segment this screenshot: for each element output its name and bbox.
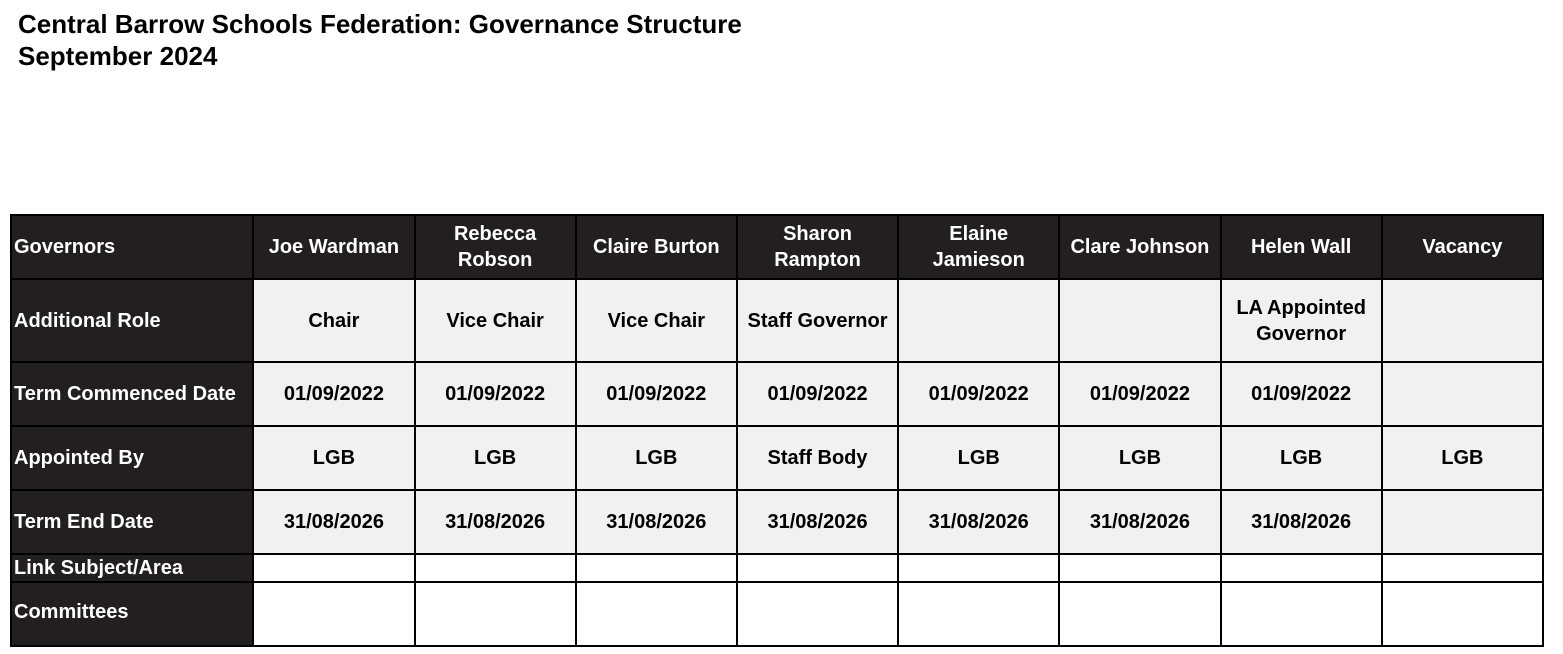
governor-name-cell: Rebecca Robson <box>415 215 576 279</box>
row-term-commenced <box>11 362 1543 426</box>
term-commenced-cell: 01/09/2022 <box>737 362 898 426</box>
role-cell: LA Appointed Governor <box>1221 279 1382 362</box>
committees-cell <box>1059 582 1220 646</box>
row-additional-role <box>11 279 1543 362</box>
governor-name-cell: Elaine Jamieson <box>898 215 1059 279</box>
term-commenced-cell: 01/09/2022 <box>1059 362 1220 426</box>
committees-cell <box>253 582 414 646</box>
term-end-cell: 31/08/2026 <box>415 490 576 554</box>
row-label-link-subject: Link Subject/Area <box>11 554 253 582</box>
appointed-by-cell: LGB <box>1059 426 1220 490</box>
term-end-cell: 31/08/2026 <box>737 490 898 554</box>
link-subject-cell <box>1382 554 1543 582</box>
term-commenced-cell: 01/09/2022 <box>1221 362 1382 426</box>
link-subject-cell <box>253 554 414 582</box>
row-label-appointed-by: Appointed By <box>11 426 253 490</box>
role-cell: Vice Chair <box>576 279 737 362</box>
row-link-subject <box>11 554 1543 582</box>
link-subject-cell <box>576 554 737 582</box>
appointed-by-cell: LGB <box>898 426 1059 490</box>
governance-table-body <box>11 215 1543 646</box>
committees-cell <box>737 582 898 646</box>
row-label-term-commenced: Term Commenced Date <box>11 362 253 426</box>
governance-table <box>10 214 1544 647</box>
term-end-cell: 31/08/2026 <box>253 490 414 554</box>
row-governors <box>11 215 1543 279</box>
term-commenced-cell: 01/09/2022 <box>576 362 737 426</box>
row-label-committees: Committees <box>11 582 253 646</box>
term-commenced-cell: 01/09/2022 <box>415 362 576 426</box>
governor-name-cell: Clare Johnson <box>1059 215 1220 279</box>
link-subject-cell <box>737 554 898 582</box>
appointed-by-cell: LGB <box>576 426 737 490</box>
role-cell: Chair <box>253 279 414 362</box>
term-end-cell: 31/08/2026 <box>576 490 737 554</box>
term-end-cell: 31/08/2026 <box>898 490 1059 554</box>
committees-cell <box>1382 582 1543 646</box>
governor-name-cell: Claire Burton <box>576 215 737 279</box>
term-commenced-cell: 01/09/2022 <box>253 362 414 426</box>
appointed-by-cell: LGB <box>1221 426 1382 490</box>
role-cell: Vice Chair <box>415 279 576 362</box>
role-cell <box>898 279 1059 362</box>
governor-name-cell: Sharon Rampton <box>737 215 898 279</box>
appointed-by-cell: Staff Body <box>737 426 898 490</box>
appointed-by-cell: LGB <box>1382 426 1543 490</box>
role-cell <box>1059 279 1220 362</box>
link-subject-cell <box>1221 554 1382 582</box>
link-subject-cell <box>898 554 1059 582</box>
row-label-additional-role: Additional Role <box>11 279 253 362</box>
document-subtitle: September 2024 <box>18 41 218 71</box>
row-term-end <box>11 490 1543 554</box>
title-block <box>18 8 742 72</box>
row-appointed-by <box>11 426 1543 490</box>
link-subject-cell <box>415 554 576 582</box>
term-end-cell: 31/08/2026 <box>1221 490 1382 554</box>
appointed-by-cell: LGB <box>253 426 414 490</box>
committees-cell <box>415 582 576 646</box>
term-end-cell: 31/08/2026 <box>1059 490 1220 554</box>
term-commenced-cell: 01/09/2022 <box>898 362 1059 426</box>
role-cell: Staff Governor <box>737 279 898 362</box>
committees-cell <box>576 582 737 646</box>
committees-cell <box>898 582 1059 646</box>
term-end-cell <box>1382 490 1543 554</box>
document-title: Central Barrow Schools Federation: Governance Structure <box>18 9 742 39</box>
row-committees <box>11 582 1543 646</box>
governor-name-cell: Helen Wall <box>1221 215 1382 279</box>
committees-cell <box>1221 582 1382 646</box>
term-commenced-cell <box>1382 362 1543 426</box>
link-subject-cell <box>1059 554 1220 582</box>
governor-name-cell: Joe Wardman <box>253 215 414 279</box>
role-cell <box>1382 279 1543 362</box>
row-label-governors: Governors <box>11 215 253 279</box>
governor-name-cell: Vacancy <box>1382 215 1543 279</box>
row-label-term-end: Term End Date <box>11 490 253 554</box>
appointed-by-cell: LGB <box>415 426 576 490</box>
